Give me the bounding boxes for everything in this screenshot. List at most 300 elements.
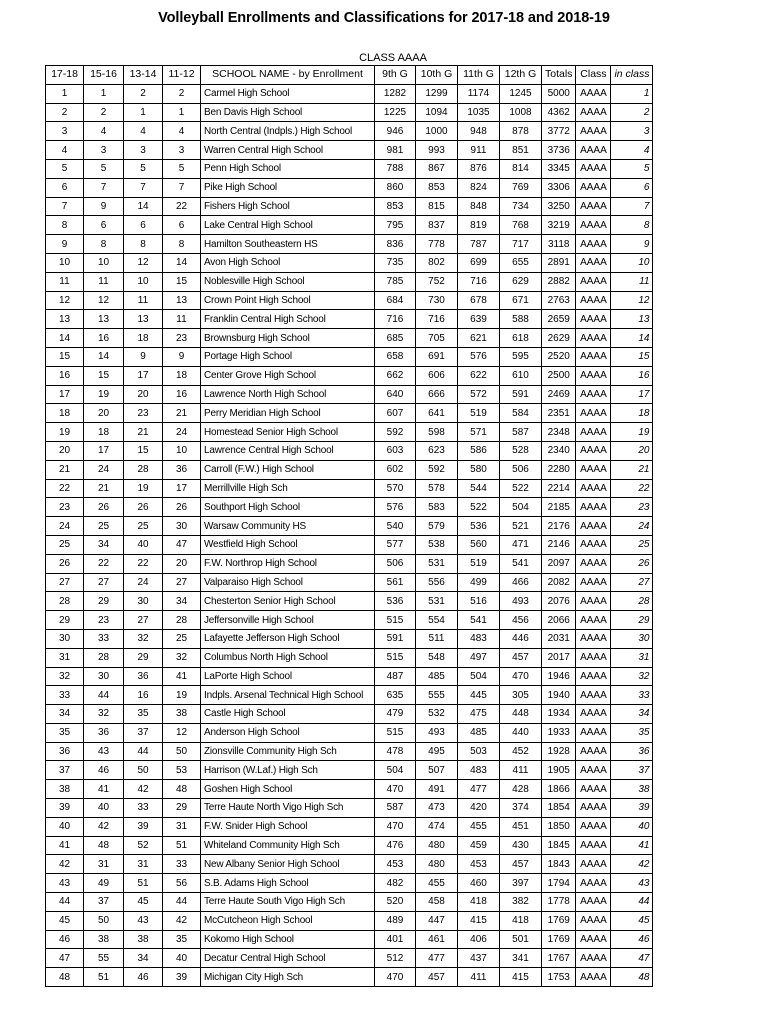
cell-rank-in-class: 23 — [611, 498, 653, 517]
cell-total: 2340 — [542, 441, 576, 460]
cell-total: 2629 — [542, 329, 576, 348]
cell-grade-11: 420 — [458, 799, 500, 818]
cell-rank-15-16: 44 — [84, 686, 124, 705]
cell-rank-17-18: 9 — [46, 235, 84, 254]
cell-rank-17-18: 4 — [46, 141, 84, 160]
cell-rank-13-14: 8 — [124, 235, 163, 254]
cell-school-name: Carroll (F.W.) High School — [201, 460, 375, 479]
cell-grade-12: 446 — [500, 629, 542, 648]
cell-rank-17-18: 47 — [46, 949, 84, 968]
cell-school-name: Zionsville Community High Sch — [201, 742, 375, 761]
table-row — [46, 742, 653, 761]
cell-total: 3772 — [542, 122, 576, 141]
table-row — [46, 911, 653, 930]
cell-grade-11: 824 — [458, 178, 500, 197]
cell-class: AAAA — [576, 423, 611, 442]
cell-rank-15-16: 28 — [84, 648, 124, 667]
cell-rank-11-12: 30 — [163, 517, 201, 536]
cell-grade-12: 591 — [500, 385, 542, 404]
cell-grade-11: 787 — [458, 235, 500, 254]
cell-rank-15-16: 27 — [84, 573, 124, 592]
cell-rank-13-14: 3 — [124, 141, 163, 160]
cell-grade-9: 795 — [375, 216, 416, 235]
cell-rank-in-class: 7 — [611, 197, 653, 216]
cell-rank-13-14: 13 — [124, 310, 163, 329]
cell-rank-13-14: 19 — [124, 479, 163, 498]
cell-total: 1940 — [542, 686, 576, 705]
cell-rank-17-18: 29 — [46, 611, 84, 630]
table-row — [46, 799, 653, 818]
cell-grade-9: 470 — [375, 968, 416, 987]
cell-rank-17-18: 41 — [46, 836, 84, 855]
class-heading: CLASS AAAA — [359, 52, 427, 64]
cell-total: 2882 — [542, 272, 576, 291]
cell-class: AAAA — [576, 253, 611, 272]
cell-class: AAAA — [576, 517, 611, 536]
cell-grade-11: 504 — [458, 667, 500, 686]
table-row — [46, 723, 653, 742]
table-row — [46, 517, 653, 536]
cell-rank-in-class: 3 — [611, 122, 653, 141]
cell-rank-11-12: 14 — [163, 253, 201, 272]
cell-rank-11-12: 36 — [163, 460, 201, 479]
cell-rank-15-16: 18 — [84, 423, 124, 442]
cell-grade-12: 452 — [500, 742, 542, 761]
cell-class: AAAA — [576, 498, 611, 517]
cell-rank-15-16: 13 — [84, 310, 124, 329]
cell-grade-11: 572 — [458, 385, 500, 404]
cell-grade-9: 515 — [375, 648, 416, 667]
cell-grade-12: 1008 — [500, 103, 542, 122]
cell-rank-in-class: 26 — [611, 554, 653, 573]
cell-grade-9: 401 — [375, 930, 416, 949]
cell-school-name: Warren Central High School — [201, 141, 375, 160]
cell-grade-12: 618 — [500, 329, 542, 348]
cell-grade-12: 528 — [500, 441, 542, 460]
cell-rank-13-14: 24 — [124, 573, 163, 592]
cell-grade-11: 544 — [458, 479, 500, 498]
cell-rank-11-12: 40 — [163, 949, 201, 968]
cell-grade-12: 769 — [500, 178, 542, 197]
cell-grade-10: 1299 — [416, 84, 458, 103]
cell-class: AAAA — [576, 554, 611, 573]
cell-class: AAAA — [576, 817, 611, 836]
cell-grade-10: 1000 — [416, 122, 458, 141]
cell-rank-11-12: 17 — [163, 479, 201, 498]
cell-grade-12: 521 — [500, 517, 542, 536]
cell-rank-15-16: 46 — [84, 761, 124, 780]
cell-class: AAAA — [576, 122, 611, 141]
cell-rank-17-18: 46 — [46, 930, 84, 949]
cell-grade-9: 602 — [375, 460, 416, 479]
cell-grade-10: 641 — [416, 404, 458, 423]
cell-school-name: Columbus North High School — [201, 648, 375, 667]
cell-school-name: Southport High School — [201, 498, 375, 517]
cell-grade-11: 519 — [458, 404, 500, 423]
table-row — [46, 949, 653, 968]
header-class: Class — [576, 66, 611, 85]
cell-rank-13-14: 21 — [124, 423, 163, 442]
cell-grade-12: 471 — [500, 535, 542, 554]
cell-rank-13-14: 32 — [124, 629, 163, 648]
cell-grade-9: 487 — [375, 667, 416, 686]
cell-rank-in-class: 47 — [611, 949, 653, 968]
cell-grade-10: 853 — [416, 178, 458, 197]
cell-grade-11: 415 — [458, 911, 500, 930]
cell-class: AAAA — [576, 479, 611, 498]
cell-rank-11-12: 41 — [163, 667, 201, 686]
cell-school-name: Kokomo High School — [201, 930, 375, 949]
cell-rank-17-18: 6 — [46, 178, 84, 197]
cell-grade-9: 512 — [375, 949, 416, 968]
cell-rank-in-class: 40 — [611, 817, 653, 836]
cell-rank-17-18: 48 — [46, 968, 84, 987]
cell-rank-13-14: 4 — [124, 122, 163, 141]
cell-rank-in-class: 22 — [611, 479, 653, 498]
cell-grade-11: 406 — [458, 930, 500, 949]
cell-grade-10: 477 — [416, 949, 458, 968]
cell-grade-11: 819 — [458, 216, 500, 235]
cell-rank-13-14: 15 — [124, 441, 163, 460]
cell-total: 1794 — [542, 874, 576, 893]
cell-total: 2031 — [542, 629, 576, 648]
cell-rank-11-12: 10 — [163, 441, 201, 460]
cell-grade-11: 848 — [458, 197, 500, 216]
cell-rank-15-16: 30 — [84, 667, 124, 686]
cell-grade-12: 428 — [500, 780, 542, 799]
cell-rank-11-12: 51 — [163, 836, 201, 855]
table-row — [46, 855, 653, 874]
cell-school-name: Indpls. Arsenal Technical High School — [201, 686, 375, 705]
cell-rank-15-16: 4 — [84, 122, 124, 141]
cell-rank-13-14: 11 — [124, 291, 163, 310]
cell-school-name: LaPorte High School — [201, 667, 375, 686]
header-rank-13-14: 13-14 — [124, 66, 163, 85]
cell-grade-10: 815 — [416, 197, 458, 216]
cell-total: 1843 — [542, 855, 576, 874]
cell-grade-10: 455 — [416, 874, 458, 893]
cell-school-name: Castle High School — [201, 705, 375, 724]
cell-grade-11: 1174 — [458, 84, 500, 103]
cell-grade-11: 699 — [458, 253, 500, 272]
cell-rank-13-14: 52 — [124, 836, 163, 855]
cell-grade-12: 671 — [500, 291, 542, 310]
cell-total: 2763 — [542, 291, 576, 310]
table-row — [46, 253, 653, 272]
cell-rank-13-14: 7 — [124, 178, 163, 197]
cell-rank-17-18: 14 — [46, 329, 84, 348]
cell-grade-11: 519 — [458, 554, 500, 573]
cell-rank-17-18: 38 — [46, 780, 84, 799]
cell-rank-17-18: 12 — [46, 291, 84, 310]
enrollment-table — [45, 65, 653, 987]
cell-grade-11: 876 — [458, 159, 500, 178]
cell-grade-9: 561 — [375, 573, 416, 592]
cell-total: 1905 — [542, 761, 576, 780]
cell-school-name: Perry Meridian High School — [201, 404, 375, 423]
cell-class: AAAA — [576, 235, 611, 254]
cell-rank-in-class: 17 — [611, 385, 653, 404]
cell-grade-12: 506 — [500, 460, 542, 479]
cell-rank-13-14: 35 — [124, 705, 163, 724]
table-row — [46, 535, 653, 554]
cell-rank-11-12: 23 — [163, 329, 201, 348]
cell-rank-13-14: 16 — [124, 686, 163, 705]
cell-rank-11-12: 21 — [163, 404, 201, 423]
cell-rank-in-class: 31 — [611, 648, 653, 667]
cell-class: AAAA — [576, 535, 611, 554]
cell-class: AAAA — [576, 366, 611, 385]
cell-total: 1854 — [542, 799, 576, 818]
cell-grade-12: 610 — [500, 366, 542, 385]
cell-grade-9: 788 — [375, 159, 416, 178]
cell-grade-10: 837 — [416, 216, 458, 235]
cell-rank-15-16: 23 — [84, 611, 124, 630]
cell-rank-11-12: 38 — [163, 705, 201, 724]
cell-grade-11: 716 — [458, 272, 500, 291]
cell-rank-in-class: 21 — [611, 460, 653, 479]
cell-school-name: Crown Point High School — [201, 291, 375, 310]
cell-rank-15-16: 40 — [84, 799, 124, 818]
cell-class: AAAA — [576, 347, 611, 366]
table-row — [46, 930, 653, 949]
cell-school-name: Terre Haute South Vigo High Sch — [201, 893, 375, 912]
cell-school-name: New Albany Senior High School — [201, 855, 375, 874]
cell-rank-15-16: 9 — [84, 197, 124, 216]
cell-class: AAAA — [576, 780, 611, 799]
cell-rank-in-class: 29 — [611, 611, 653, 630]
table-row — [46, 968, 653, 987]
cell-rank-15-16: 17 — [84, 441, 124, 460]
cell-grade-9: 836 — [375, 235, 416, 254]
cell-rank-15-16: 1 — [84, 84, 124, 103]
cell-rank-13-14: 20 — [124, 385, 163, 404]
cell-grade-9: 504 — [375, 761, 416, 780]
cell-rank-11-12: 42 — [163, 911, 201, 930]
cell-rank-in-class: 37 — [611, 761, 653, 780]
cell-rank-in-class: 18 — [611, 404, 653, 423]
cell-total: 2097 — [542, 554, 576, 573]
cell-rank-13-14: 34 — [124, 949, 163, 968]
cell-rank-in-class: 41 — [611, 836, 653, 855]
cell-grade-9: 860 — [375, 178, 416, 197]
cell-school-name: Homestead Senior High School — [201, 423, 375, 442]
cell-total: 2066 — [542, 611, 576, 630]
cell-rank-13-14: 36 — [124, 667, 163, 686]
cell-rank-15-16: 42 — [84, 817, 124, 836]
cell-grade-9: 662 — [375, 366, 416, 385]
cell-class: AAAA — [576, 629, 611, 648]
cell-rank-17-18: 5 — [46, 159, 84, 178]
cell-grade-11: 485 — [458, 723, 500, 742]
cell-rank-13-14: 45 — [124, 893, 163, 912]
cell-rank-15-16: 37 — [84, 893, 124, 912]
cell-grade-9: 785 — [375, 272, 416, 291]
cell-rank-in-class: 19 — [611, 423, 653, 442]
cell-school-name: Pike High School — [201, 178, 375, 197]
cell-grade-10: 555 — [416, 686, 458, 705]
cell-rank-17-18: 43 — [46, 874, 84, 893]
cell-grade-10: 531 — [416, 592, 458, 611]
cell-grade-9: 685 — [375, 329, 416, 348]
cell-school-name: Goshen High School — [201, 780, 375, 799]
cell-rank-15-16: 5 — [84, 159, 124, 178]
cell-rank-11-12: 39 — [163, 968, 201, 987]
cell-total: 3306 — [542, 178, 576, 197]
cell-grade-12: 415 — [500, 968, 542, 987]
table-row — [46, 122, 653, 141]
cell-rank-11-12: 35 — [163, 930, 201, 949]
table-row — [46, 573, 653, 592]
cell-grade-12: 430 — [500, 836, 542, 855]
cell-school-name: Anderson High School — [201, 723, 375, 742]
cell-rank-11-12: 16 — [163, 385, 201, 404]
cell-rank-15-16: 3 — [84, 141, 124, 160]
cell-rank-in-class: 4 — [611, 141, 653, 160]
cell-total: 3345 — [542, 159, 576, 178]
cell-grade-11: 948 — [458, 122, 500, 141]
cell-total: 1934 — [542, 705, 576, 724]
cell-rank-13-14: 46 — [124, 968, 163, 987]
cell-grade-10: 778 — [416, 235, 458, 254]
cell-rank-in-class: 39 — [611, 799, 653, 818]
cell-school-name: Decatur Central High School — [201, 949, 375, 968]
cell-rank-in-class: 14 — [611, 329, 653, 348]
cell-rank-13-14: 27 — [124, 611, 163, 630]
cell-rank-in-class: 25 — [611, 535, 653, 554]
cell-rank-13-14: 31 — [124, 855, 163, 874]
cell-class: AAAA — [576, 874, 611, 893]
cell-total: 1769 — [542, 911, 576, 930]
cell-school-name: Valparaiso High School — [201, 573, 375, 592]
cell-grade-12: 305 — [500, 686, 542, 705]
cell-grade-11: 516 — [458, 592, 500, 611]
cell-grade-12: 541 — [500, 554, 542, 573]
cell-rank-13-14: 33 — [124, 799, 163, 818]
cell-rank-13-14: 10 — [124, 272, 163, 291]
cell-school-name: Hamilton Southeastern HS — [201, 235, 375, 254]
cell-grade-11: 453 — [458, 855, 500, 874]
cell-rank-11-12: 53 — [163, 761, 201, 780]
cell-grade-9: 506 — [375, 554, 416, 573]
header-rank-15-16: 15-16 — [84, 66, 124, 85]
cell-total: 1850 — [542, 817, 576, 836]
cell-total: 2017 — [542, 648, 576, 667]
cell-grade-12: 501 — [500, 930, 542, 949]
cell-grade-10: 507 — [416, 761, 458, 780]
cell-grade-11: 639 — [458, 310, 500, 329]
cell-rank-13-14: 28 — [124, 460, 163, 479]
cell-school-name: Portage High School — [201, 347, 375, 366]
cell-rank-in-class: 42 — [611, 855, 653, 874]
cell-class: AAAA — [576, 667, 611, 686]
cell-rank-in-class: 38 — [611, 780, 653, 799]
cell-rank-11-12: 18 — [163, 366, 201, 385]
cell-total: 5000 — [542, 84, 576, 103]
cell-total: 3118 — [542, 235, 576, 254]
cell-grade-9: 470 — [375, 817, 416, 836]
cell-rank-13-14: 1 — [124, 103, 163, 122]
cell-grade-11: 411 — [458, 968, 500, 987]
table-row — [46, 667, 653, 686]
cell-rank-17-18: 8 — [46, 216, 84, 235]
cell-grade-12: 522 — [500, 479, 542, 498]
cell-grade-12: 595 — [500, 347, 542, 366]
cell-rank-15-16: 2 — [84, 103, 124, 122]
cell-school-name: Lawrence North High School — [201, 385, 375, 404]
cell-school-name: Westfield High School — [201, 535, 375, 554]
cell-class: AAAA — [576, 216, 611, 235]
cell-grade-12: 411 — [500, 761, 542, 780]
cell-grade-11: 522 — [458, 498, 500, 517]
cell-rank-13-14: 5 — [124, 159, 163, 178]
cell-grade-9: 1225 — [375, 103, 416, 122]
cell-rank-13-14: 2 — [124, 84, 163, 103]
cell-grade-11: 437 — [458, 949, 500, 968]
cell-rank-15-16: 31 — [84, 855, 124, 874]
cell-grade-11: 621 — [458, 329, 500, 348]
cell-rank-17-18: 35 — [46, 723, 84, 742]
cell-total: 1767 — [542, 949, 576, 968]
table-row — [46, 197, 653, 216]
cell-rank-13-14: 30 — [124, 592, 163, 611]
cell-grade-9: 536 — [375, 592, 416, 611]
cell-rank-11-12: 27 — [163, 573, 201, 592]
cell-grade-11: 455 — [458, 817, 500, 836]
cell-grade-9: 592 — [375, 423, 416, 442]
cell-total: 2500 — [542, 366, 576, 385]
cell-total: 4362 — [542, 103, 576, 122]
cell-grade-12: 655 — [500, 253, 542, 272]
cell-grade-12: 341 — [500, 949, 542, 968]
cell-grade-10: 473 — [416, 799, 458, 818]
cell-rank-in-class: 45 — [611, 911, 653, 930]
cell-grade-10: 511 — [416, 629, 458, 648]
cell-rank-17-18: 1 — [46, 84, 84, 103]
cell-rank-in-class: 28 — [611, 592, 653, 611]
cell-grade-11: 503 — [458, 742, 500, 761]
cell-grade-10: 458 — [416, 893, 458, 912]
cell-grade-12: 457 — [500, 855, 542, 874]
table-row — [46, 159, 653, 178]
cell-total: 1845 — [542, 836, 576, 855]
cell-grade-9: 489 — [375, 911, 416, 930]
cell-rank-in-class: 24 — [611, 517, 653, 536]
cell-school-name: Terre Haute North Vigo High Sch — [201, 799, 375, 818]
cell-school-name: North Central (Indpls.) High School — [201, 122, 375, 141]
cell-rank-15-16: 12 — [84, 291, 124, 310]
cell-grade-11: 459 — [458, 836, 500, 855]
cell-grade-10: 495 — [416, 742, 458, 761]
cell-rank-15-16: 8 — [84, 235, 124, 254]
table-row — [46, 404, 653, 423]
table-row — [46, 479, 653, 498]
cell-class: AAAA — [576, 648, 611, 667]
cell-rank-in-class: 12 — [611, 291, 653, 310]
cell-rank-17-18: 45 — [46, 911, 84, 930]
cell-total: 2176 — [542, 517, 576, 536]
cell-rank-13-14: 44 — [124, 742, 163, 761]
table-row — [46, 329, 653, 348]
cell-grade-10: 993 — [416, 141, 458, 160]
cell-total: 3250 — [542, 197, 576, 216]
cell-school-name: Ben Davis High School — [201, 103, 375, 122]
cell-rank-in-class: 35 — [611, 723, 653, 742]
cell-grade-9: 577 — [375, 535, 416, 554]
cell-grade-11: 678 — [458, 291, 500, 310]
cell-rank-17-18: 30 — [46, 629, 84, 648]
cell-rank-15-16: 24 — [84, 460, 124, 479]
